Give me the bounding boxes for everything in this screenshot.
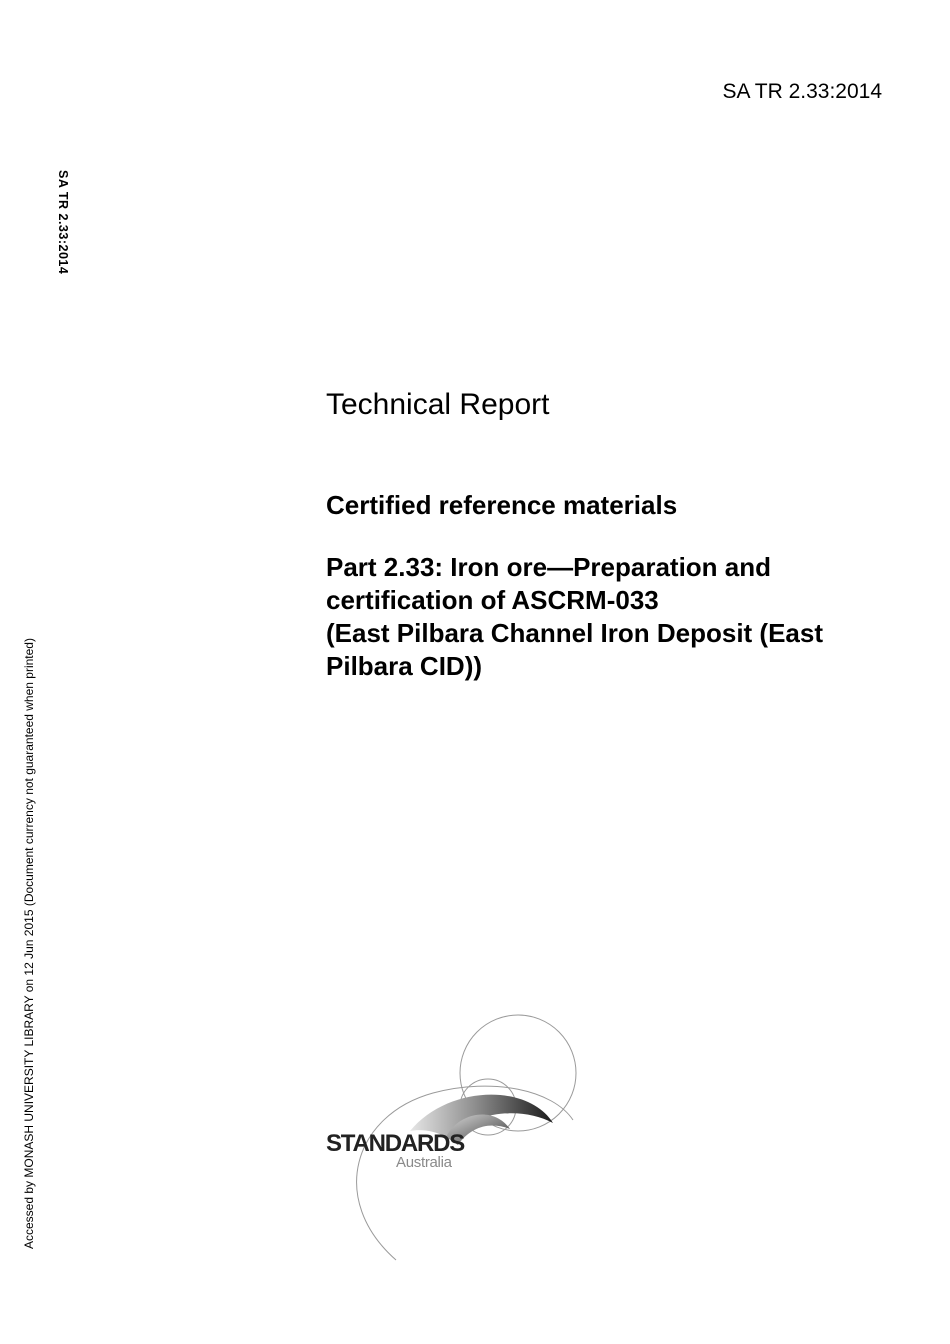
part-title	[326, 551, 896, 683]
part-title-line: Pilbara CID))	[326, 651, 483, 681]
logo-wordmark: STANDARDS	[326, 1130, 465, 1157]
access-note: Accessed by MONASH UNIVERSITY LIBRARY on 12 Jun 2015 (Document currency not guaranteed when printed)	[22, 638, 36, 1249]
document-type: Technical Report	[326, 388, 550, 421]
standards-australia-logo	[318, 1005, 588, 1265]
part-title-line: (East Pilbara Channel Iron Deposit (East	[326, 618, 823, 648]
side-document-number: SA TR 2.33:2014	[56, 170, 70, 275]
part-title-line: certification of ASCRM-033	[326, 585, 659, 615]
part-title-line: Part 2.33: Iron ore—Preparation and	[326, 552, 772, 582]
series-title: Certified reference materials	[326, 490, 678, 520]
document-number: SA TR 2.33:2014	[722, 80, 882, 103]
logo-subtitle: Australia	[396, 1154, 452, 1171]
